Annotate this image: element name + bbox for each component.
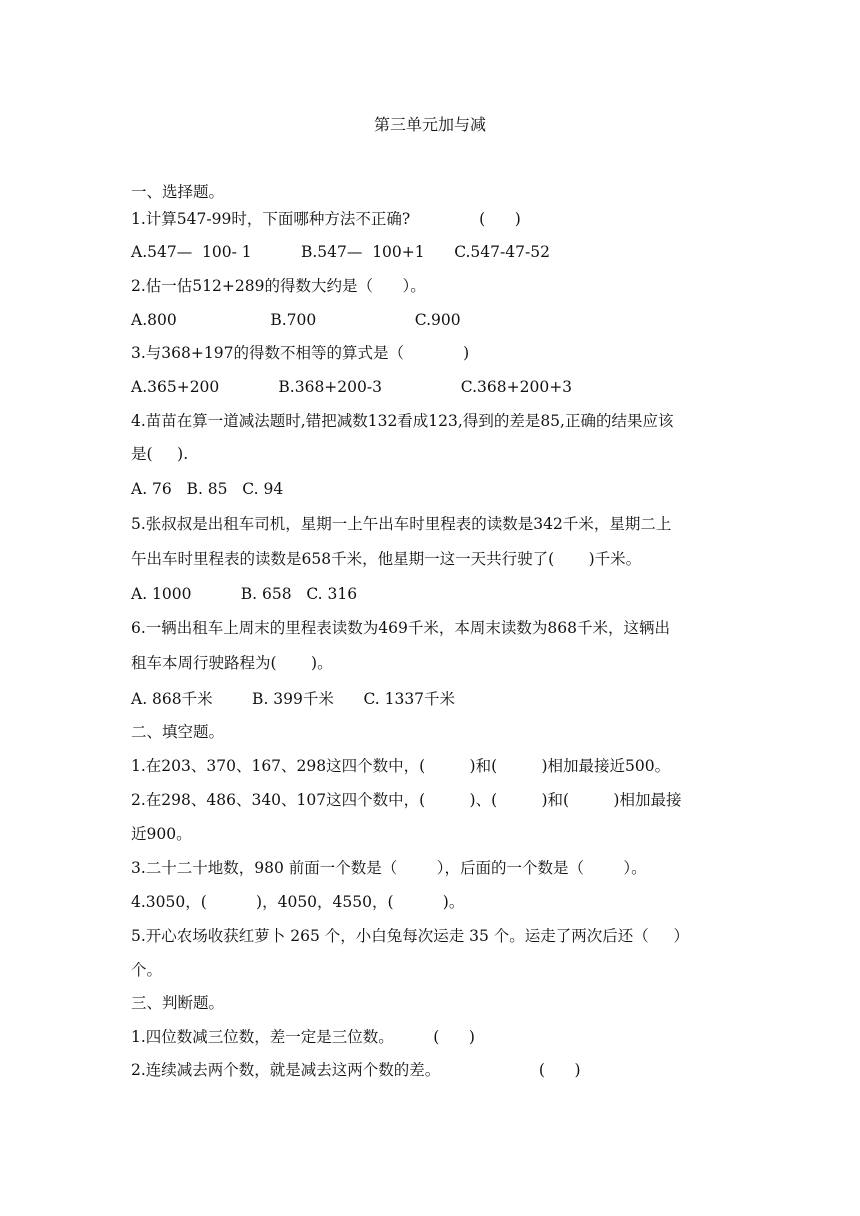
question-line: 4.3050，( )，4050，4550，( )。 [131,893,465,911]
question-line-continued: 午出车时里程表的读数是658千米，他星期一这一天共行驶了( )千米。 [131,550,642,568]
question-line: 2.在298、486、340、107这四个数中，( )、( )和( )相加最接 [131,791,682,809]
page-title: 第三单元加与减 [373,115,486,134]
options-line: A. 1000 B. 658 C. 316 [131,585,358,603]
section-heading-choice: 一、选择题。 [131,183,225,201]
section-heading-judge: 三、判断题。 [131,994,225,1012]
question-line: 5.开心农场收获红萝卜 265 个，小白兔每次运走 35 个。运走了两次后还（ ） [131,927,689,945]
options-line: A. 76 B. 85 C. 94 [131,480,284,498]
question-line-continued: 个。 [131,961,163,979]
options-line: A.547— 100- 1 B.547— 100+1 C.547-47-52 [131,243,550,261]
options-line: A. 868千米 B. 399千米 C. 1337千米 [131,690,456,708]
question-line: 1.四位数减三位数，差一定是三位数。 ( ) [131,1028,475,1046]
question-line: 1.在203、370、167、298这四个数中，( )和( )相加最接近500。 [131,757,671,775]
question-line: 6.一辆出租车上周末的里程表读数为469千米，本周末读数为868千米，这辆出 [131,619,670,637]
question-line-continued: 租车本周行驶路程为( )。 [131,654,333,672]
options-line: A.800 B.700 C.900 [131,311,461,329]
question-line-continued: 近900。 [131,825,192,843]
question-line: 4.苗苗在算一道减法题时,错把减数132看成123,得到的差是85,正确的结果应该 [131,412,674,430]
section-heading-fill: 二、填空题。 [131,723,225,741]
question-line: 3.与368+197的得数不相等的算式是（ ) [131,344,470,362]
question-line: 3.二十二十地数，980 前面一个数是（ ），后面的一个数是（ ）。 [131,859,647,877]
question-line: 1.计算547-99时，下面哪种方法不正确? ( ) [131,210,521,228]
question-line: 2.连续减去两个数，就是减去这两个数的差。 ( ) [131,1061,581,1079]
question-line-continued: 是( ). [131,445,189,463]
question-line: 2.估一估512+289的得数大约是（ ）。 [131,277,426,295]
options-line: A.365+200 B.368+200-3 C.368+200+3 [131,378,573,396]
question-line: 5.张叔叔是出租车司机，星期一上午出车时里程表的读数是342千米，星期二上 [131,515,672,533]
